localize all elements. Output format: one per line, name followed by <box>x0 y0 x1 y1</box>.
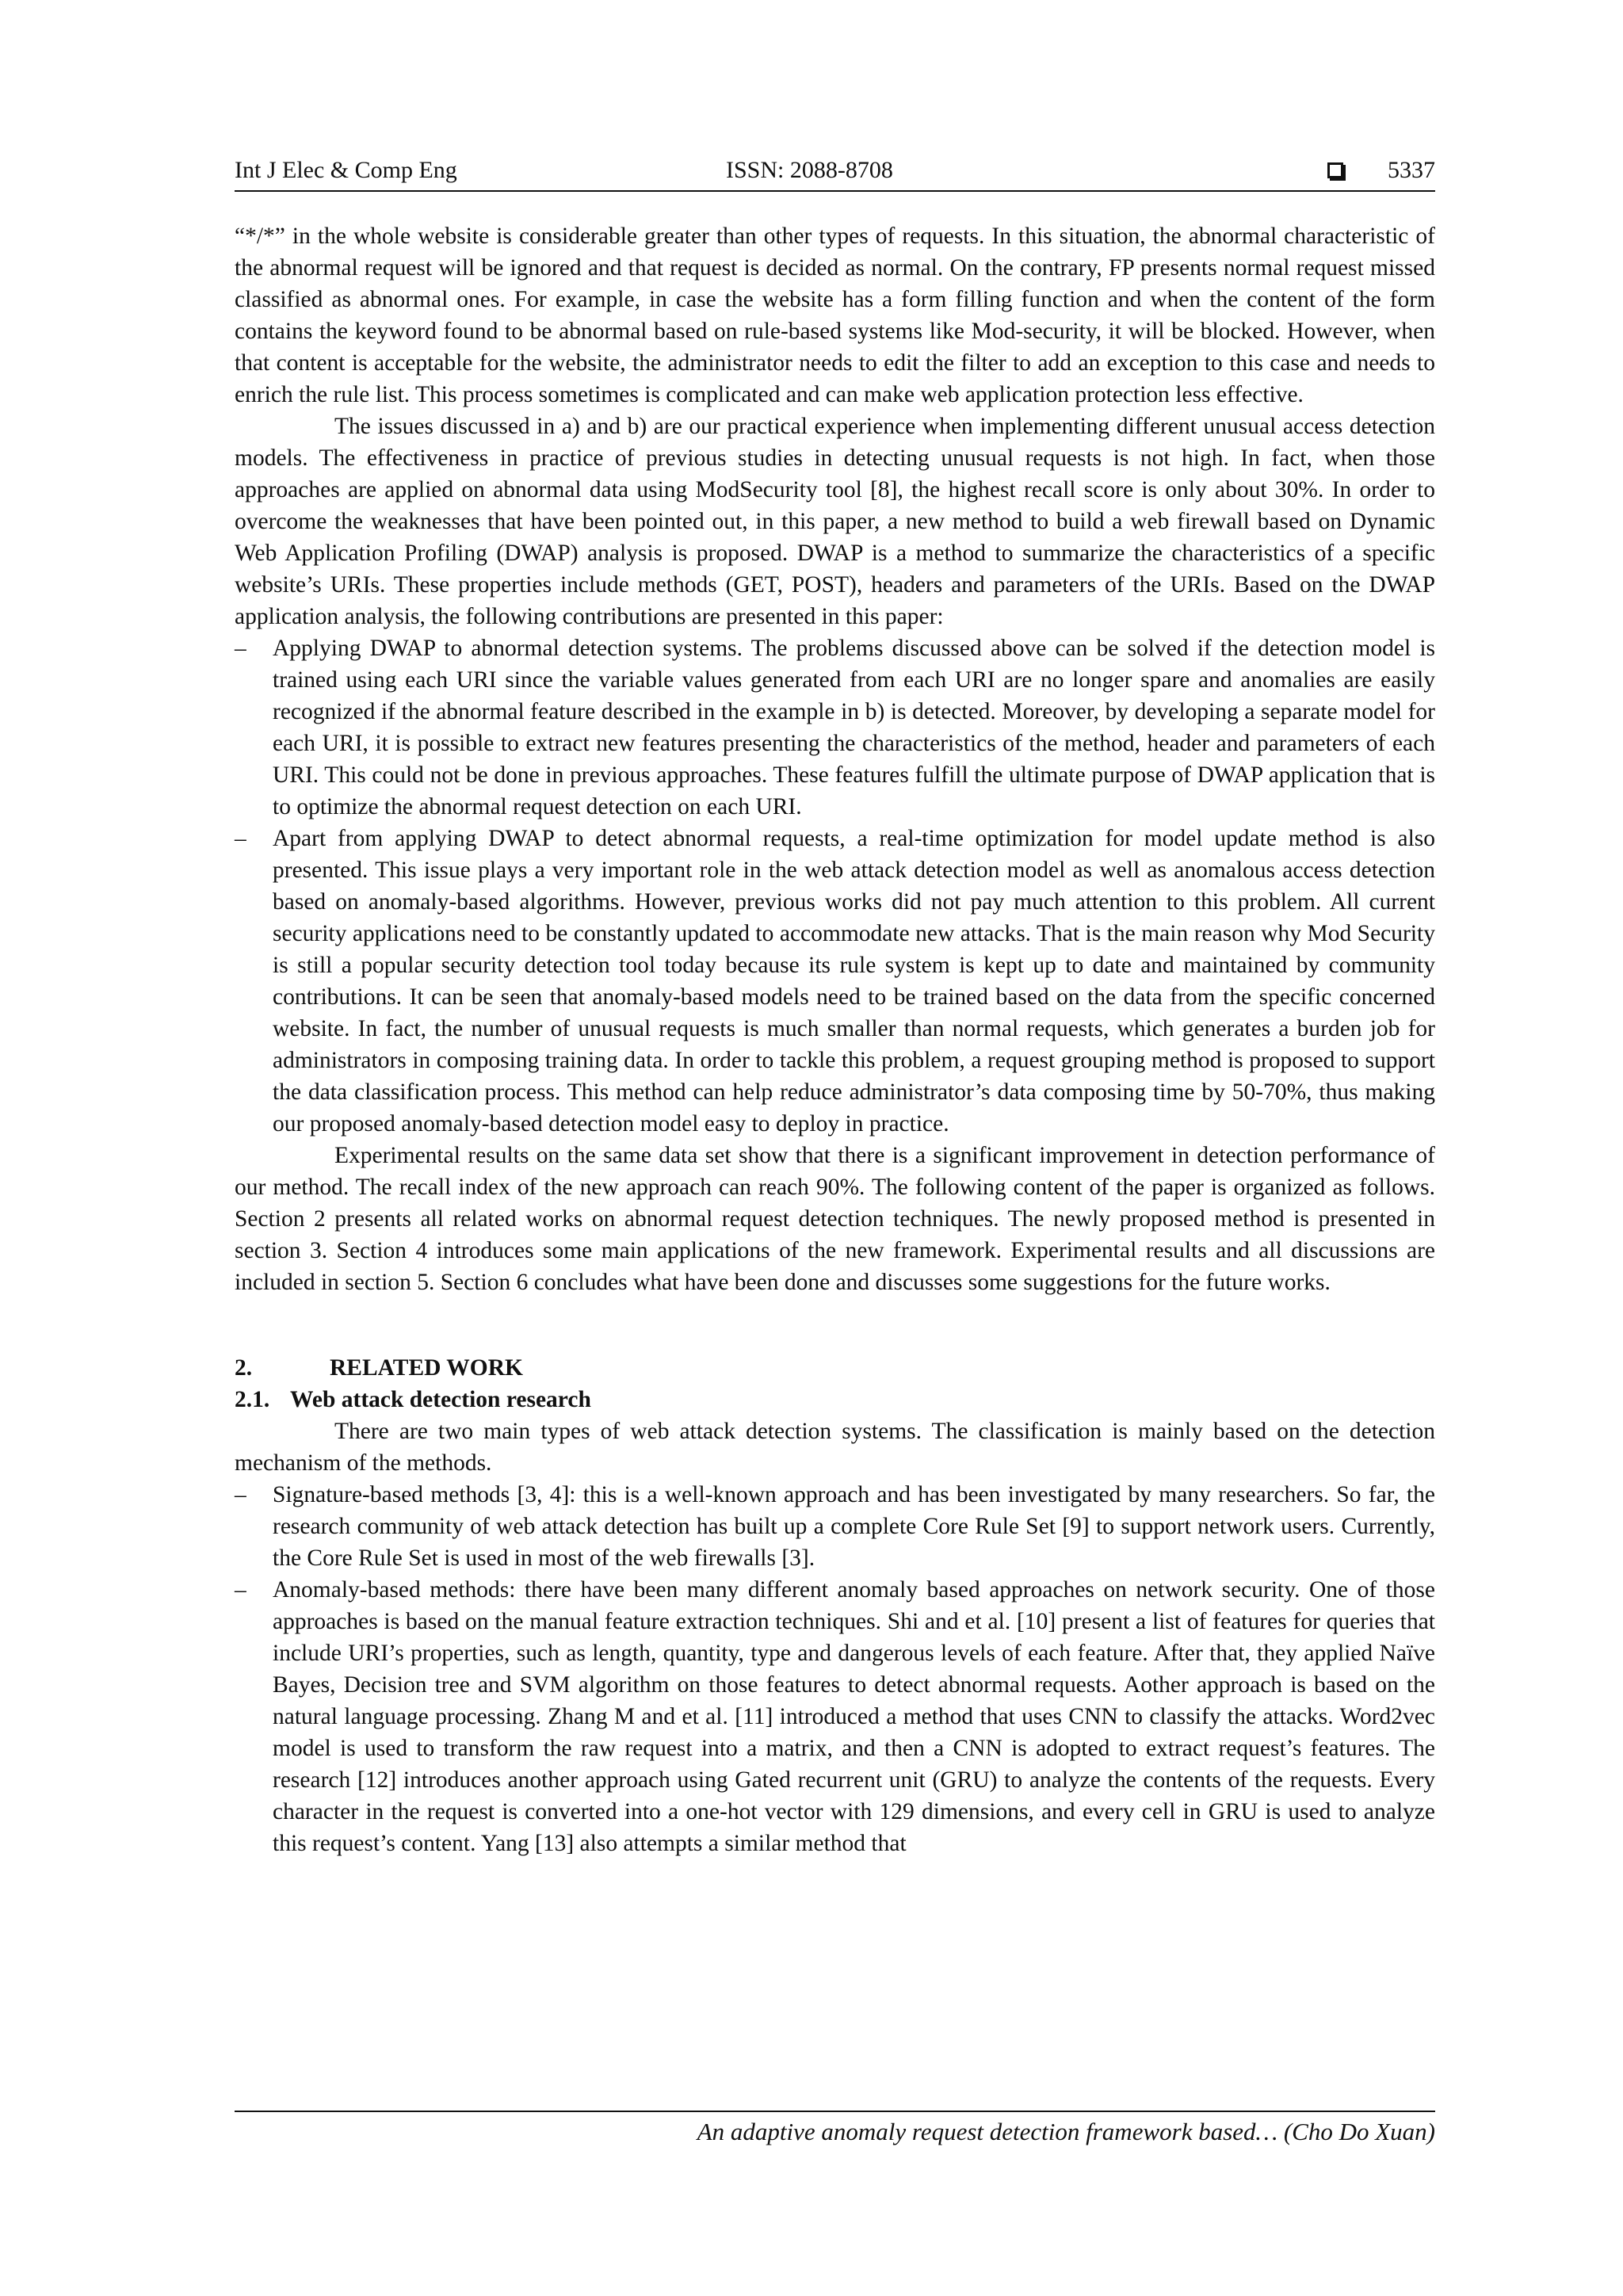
section-heading <box>235 1352 1435 1384</box>
paragraph-3: Experimental results on the same data set show that there is a significant improvement in detection performance of our method. The recall index of the new approach can reach 90%. The following content of the paper is organized as follows. Section 2 presents all related works on abnormal request detection techniques. The newly proposed method is presented in section 3. Section 4 introduces some main applications of the new framework. Experimental results and all discussions are included in section 5. Section 6 concludes what have been done and discusses some suggestions for the future works. <box>235 1143 1435 1295</box>
page-header <box>235 157 1435 190</box>
dash-bullet: – <box>235 1577 246 1603</box>
methods-list <box>235 1479 1435 1859</box>
subsection-title: Web attack detection research <box>290 1387 591 1412</box>
list-item-text: Apart from applying DWAP to detect abnormal requests, a real-time optimization for model update method is also presented. This issue plays a very important role in the web attack detection model as well as anomalous access detection based on anomaly-based algorithms. However, previous works did not pay much attention to this problem. All current security applications need to be constantly updated to accommodate new attacks. That is the main reason why Mod Security is still a popular security detection tool today because its rule system is kept up to date and maintained by community contributions. It can be seen that anomaly-based models need to be trained based on the data from the specific concerned website. In fact, the number of unusual requests is much smaller than normal requests, which generates a burden job for administrators in composing training data. In order to tackle this problem, a request grouping method is proposed to support the data classification process. This method can help reduce administrator’s data composing time by 50-70%, thus making our proposed anomaly-based detection model easy to deploy in practice. <box>273 826 1435 1137</box>
footer-rule <box>235 2111 1435 2112</box>
contribution-list <box>235 632 1435 1140</box>
list-item <box>235 1574 1435 1859</box>
section-spacer <box>235 1298 1435 1352</box>
subsection-number: 2.1. <box>235 1387 270 1412</box>
issn: ISSN: 2088-8708 <box>726 157 893 183</box>
list-item-text: Anomaly-based methods: there have been many different anomaly based approaches on network security. One of those approaches is based on the manual feature extraction techniques. Shi and et al. [10] present a list of features for queries that include URI’s properties, such as length, quantity, type and dangerous levels of each feature. After that, they applied Naïve Bayes, Decision tree and SVM algorithm on those features to detect abnormal requests. Aother approach is based on the natural language processing. Zhang M and et al. [11] introduced a method that uses CNN to classify the attacks. Word2vec model is used to transform the raw request into a matrix, and then a CNN is adopted to extract request’s features. The research [12] introduces another approach using Gated recurrent unit (GRU) to analyze the contents of the requests. Every character in the request is converted into a one-hot vector with 129 dimensions, and every cell in GRU is used to analyze this request’s content. Yang [13] also attempts a similar method that <box>273 1577 1435 1856</box>
section-number: 2. <box>235 1355 253 1381</box>
list-item-text: Signature-based methods [3, 4]: this is a well-known approach and has been investigated by many researchers. So far, the research community of web attack detection has built up a complete Core Rule Set [9] to support network users. Currently, the Core Rule Set is used in most of the web firewalls [3]. <box>273 1482 1435 1571</box>
paragraph-1: “*/*” in the whole website is considerable greater than other types of requests. In this situation, the abnormal characteristic of the abnormal request will be ignored and that request is decided as normal. On the contrary, FP presents normal request missed classified as abnormal ones. For example, in case the website has a form filling function and when the content of the form contains the keyword found to be abnormal based on rule-based systems like Mod-security, it will be blocked. However, when that content is acceptable for the website, the administrator needs to edit the filter to add an exception to this case and needs to enrich the rule list. This process sometimes is complicated and can make web application protection less effective. <box>235 223 1435 407</box>
journal-name: Int J Elec & Comp Eng <box>235 157 457 183</box>
paragraph-4: There are two main types of web attack detection systems. The classification is mainly based on the detection mechanism of the methods. <box>235 1419 1435 1476</box>
paragraph-2: The issues discussed in a) and b) are our practical experience when implementing different unusual access detection models. The effectiveness in practice of previous studies in detecting unusual requests is not high. In fact, when those approaches are applied on abnormal data using ModSecurity tool [8], the highest recall score is only about 30%. In order to overcome the weaknesses that have been pointed out, in this paper, a new method to build a web firewall based on Dynamic Web Application Profiling (DWAP) analysis is proposed. DWAP is a method to summarize the characteristics of a specific website’s URIs. These properties include methods (GET, POST), headers and parameters of the URIs. Based on the DWAP application analysis, the following contributions are presented in this paper: <box>235 414 1435 629</box>
page-number: 5337 <box>1388 157 1435 183</box>
list-item <box>235 632 1435 823</box>
box-bullet-icon <box>1327 162 1343 178</box>
page-number-group <box>1327 157 1435 184</box>
running-footer: An adaptive anomaly request detection framework based… (Cho Do Xuan) <box>697 2118 1435 2145</box>
dash-bullet: – <box>235 826 246 851</box>
header-rule <box>235 190 1435 192</box>
dash-bullet: – <box>235 1482 246 1507</box>
list-item <box>235 823 1435 1140</box>
list-item-text: Applying DWAP to abnormal detection systems. The problems discussed above can be solved if the detection model is trained using each URI since the variable values generated from each URI are no longer spare and anomalies are easily recognized if the abnormal feature described in the example in b) is detected. Moreover, by developing a separate model for each URI, it is possible to extract new features presenting the characteristics of the method, header and parameters of each URI. This could not be done in previous approaches. These features fulfill the ultimate purpose of DWAP application that is to optimize the abnormal request detection on each URI. <box>273 636 1435 819</box>
section-title: RELATED WORK <box>330 1355 523 1381</box>
dash-bullet: – <box>235 636 246 661</box>
list-item <box>235 1479 1435 1574</box>
body-text <box>235 220 1435 1859</box>
subsection-heading <box>235 1384 1435 1415</box>
